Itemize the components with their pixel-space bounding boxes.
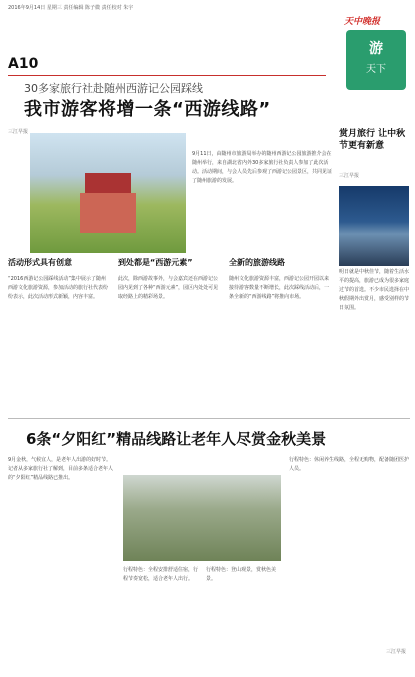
pagoda-gate: [80, 193, 136, 233]
main-photo: [30, 133, 186, 253]
sidebar-photo: [339, 186, 409, 266]
article-subtitle: 30多家旅行社赴随州西游记公园踩线: [24, 82, 203, 95]
article-author: 三江早报: [8, 129, 29, 135]
section-heading-1: 活动形式具有创意: [8, 258, 72, 267]
group-photo: [123, 475, 281, 561]
section-divider: [8, 418, 410, 419]
sidebar-author: 三江早报: [339, 173, 360, 179]
lower-text-3: 行程特色：登山观景，赏秋色美景。: [206, 567, 277, 582]
section-tag: A10: [8, 56, 39, 72]
sidebar-text: 明日就是中秋佳节，随着生活水平的提高，旅游已成为很多家庭过节的首选。不少市民选择在中秋假期外出赏月，感受别样的节日氛围。: [339, 269, 410, 311]
brand-logo: 天中晚报: [344, 17, 381, 27]
section-heading-2: 到处都是“西游元素”: [118, 258, 193, 267]
badge-sub: 天下: [366, 64, 386, 75]
header-rule: [8, 75, 326, 76]
section-text-3: 随州文化旅游资源丰富，西游记公园开园以来接待游客数量不断增长，此次踩线活动后，一条全新的“西游线路”将推向市场。: [229, 276, 330, 300]
lower-text-2: 行程特色：全程安排舒适住宿，行程节奏宽松，适合老年人出行。: [123, 567, 199, 582]
header-topline: 2016年9月14日 星期三 责任编辑 陈子微 责任校对 朱宇: [8, 5, 134, 11]
section-text-2: 此次，除西游故事外，与会嘉宾还在西游记公园内见到了各种“西游元素”，园区内处处可见取经路上的精彩场景。: [118, 276, 219, 300]
top-article-text: 9月11日，由随州市旅游局举办的随州西游记公园旅游推介会在随州举行，来自湖北省内外30多家旅行社负责人参加了此次活动。活动期间，与会人员先后参观了西游记公园景区，共同见证了随州旅游的发展。: [192, 151, 333, 184]
section-badge: [346, 30, 406, 90]
sidebar-title: 赏月旅行 让中秋节更有新意: [339, 129, 406, 151]
brand-block: [336, 10, 410, 95]
lower-text-4: 行程特色：休闲养生线路，全程无购物，配备随团医护人员。: [289, 457, 410, 472]
badge-main: 游: [369, 41, 383, 57]
lower-article-title: 6条“夕阳红”精品线路让老年人尽赏金秋美景: [26, 430, 327, 448]
lower-text-1: 9月金秋，气候宜人，是老年人出游的好时节。记者从多家旅行社了解到，目前多条适合老年人的“夕阳红”精品线路已推出。: [8, 457, 114, 481]
pagoda-roof: [85, 173, 131, 193]
lower-signature: 三江早报: [386, 649, 407, 655]
section-text-1: “2016西游记公园踩线活动”集中展示了随州西游文化旅游资源，参加活动的旅行社代表纷纷表示，此次活动形式新颖，内容丰富。: [8, 276, 109, 300]
article-title: 我市游客将增一条“西游线路”: [24, 99, 271, 120]
section-heading-3: 全新的旅游线路: [229, 258, 285, 267]
